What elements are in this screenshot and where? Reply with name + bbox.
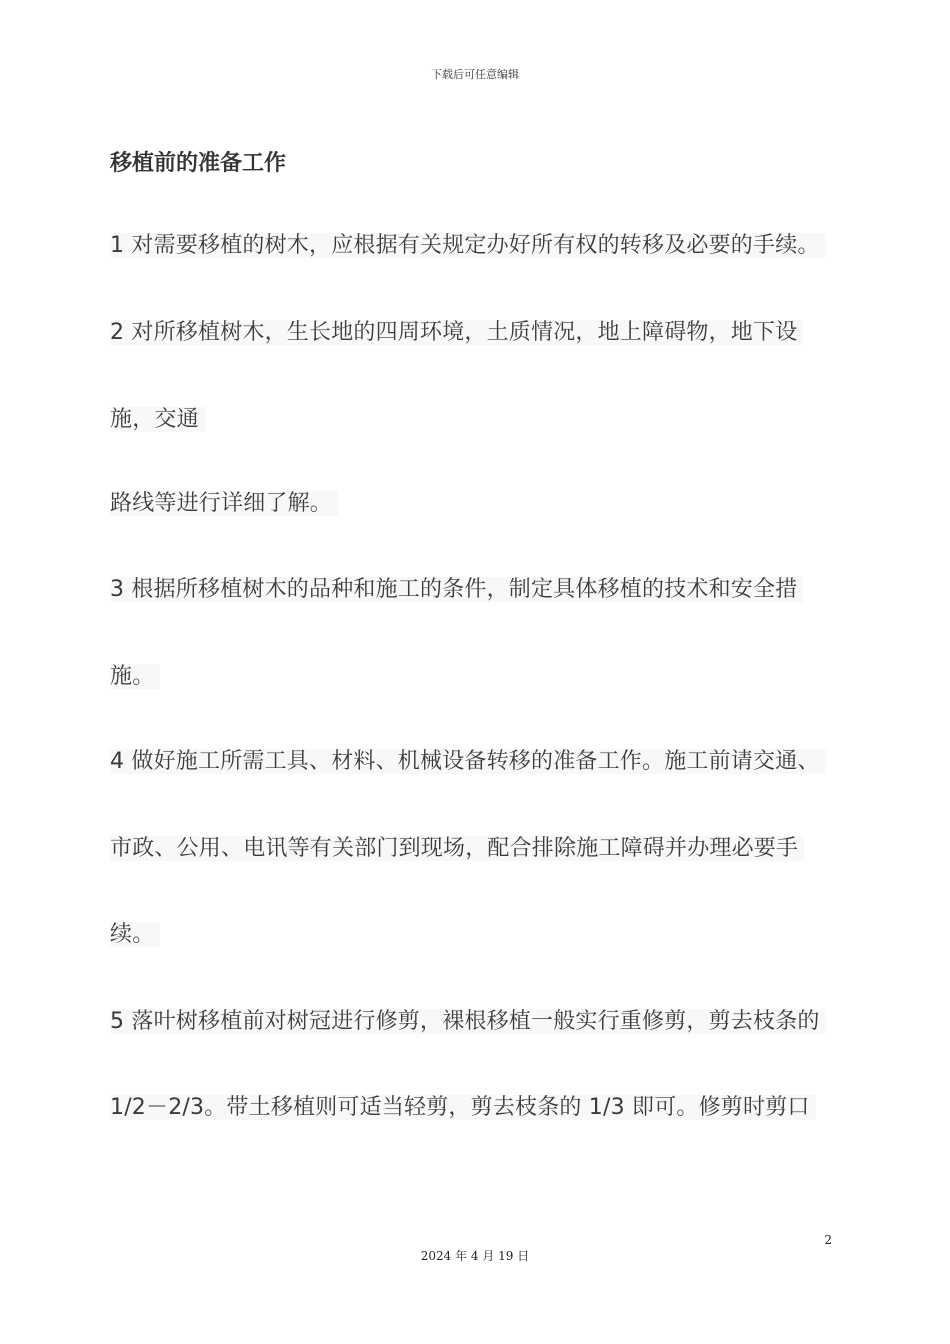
line-text: 1/2－2/3。带土移植则可适当轻剪，剪去枝条的 1/3 即可。修剪时剪口: [110, 1095, 816, 1120]
line-text: 施。: [110, 664, 160, 689]
line-text: 施，交通: [110, 407, 205, 432]
paragraph-line: [110, 403, 205, 437]
paragraph-line: [110, 918, 160, 952]
line-text: 续。: [110, 922, 160, 947]
line-text: 2 对所移植树木，生长地的四周环境，土质情况，地上障碍物，地下设: [110, 320, 803, 345]
page-number: 2: [824, 1233, 832, 1247]
paragraph-line: [110, 660, 160, 694]
paragraph-line: [110, 1091, 816, 1125]
line-text: 3 根据所移植树木的品种和施工的条件，制定具体移植的技术和安全措: [110, 577, 803, 602]
paragraph-line: [110, 573, 803, 607]
line-text: 5 落叶树移植前对树冠进行修剪，裸根移植一般实行重修剪，剪去枝条的: [110, 1009, 826, 1034]
section-title: 移植前的准备工作: [110, 151, 287, 176]
line-text: 市政、公用、电讯等有关部门到现场，配合排除施工障碍并办理必要手: [110, 836, 804, 861]
paragraph-line: [110, 745, 826, 779]
paragraph-line: [110, 832, 804, 866]
paragraph-line: [110, 1005, 826, 1039]
line-text: 1 对需要移植的树木，应根据有关规定办好所有权的转移及必要的手续。: [110, 233, 826, 258]
paragraph-line: [110, 229, 826, 263]
line-text: 路线等进行详细了解。: [110, 491, 338, 516]
paragraph-line: [110, 316, 803, 350]
paragraph-line: [110, 487, 338, 521]
line-text: 4 做好施工所需工具、材料、机械设备转移的准备工作。施工前请交通、: [110, 749, 826, 774]
header-note: 下载后可任意编辑: [431, 68, 519, 81]
footer-date: 2024 年 4 月 19 日: [420, 1249, 530, 1263]
